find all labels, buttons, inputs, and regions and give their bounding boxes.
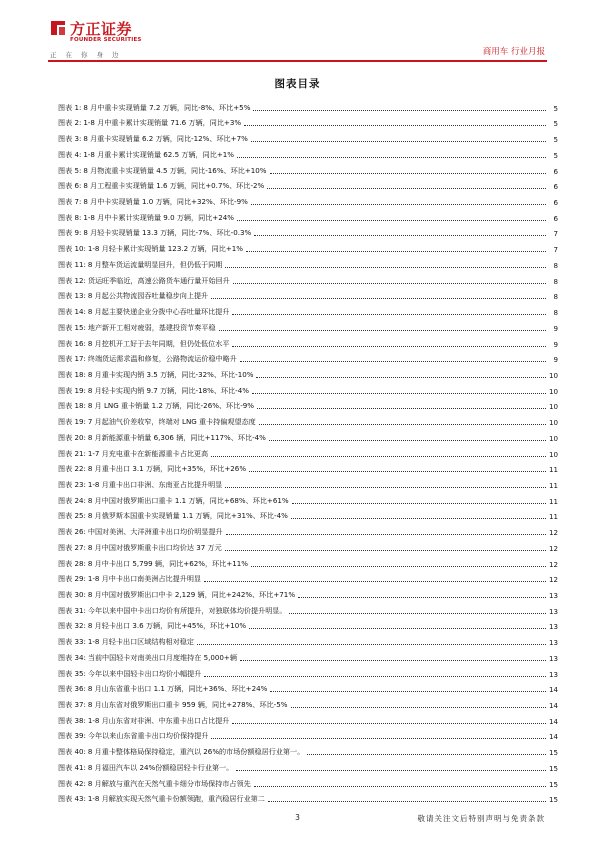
toc-entry-caption: 8 月轻卡实现销量 13.3 万辆，同比-7%、环比-0.3% — [83, 228, 252, 238]
toc-entry-caption: 今年以来中国轻卡出口均价小幅提升 — [87, 668, 202, 678]
toc-entry-page: 11 — [549, 512, 559, 522]
toc-dot-leader — [232, 346, 546, 347]
toc-entry-page: 6 — [553, 198, 558, 208]
toc-entry-page: 15 — [549, 795, 559, 805]
toc-entry-page: 14 — [549, 685, 559, 695]
toc-entry-caption: 当前中国轻卡对南美出口月度维持在 5,000+辆 — [87, 652, 237, 662]
toc-dot-leader — [291, 518, 546, 519]
toc-entry[interactable] — [58, 616, 558, 632]
table-of-figures — [58, 97, 558, 804]
toc-entry-page: 8 — [553, 308, 558, 318]
toc-entry-page: 12 — [549, 528, 559, 538]
toc-entry-page: 14 — [549, 716, 559, 726]
toc-entry-caption: 7 月起油气价差收窄，终端对 LNG 重卡持偏观望态度 — [87, 417, 256, 427]
toc-entry[interactable] — [58, 333, 558, 349]
toc-dot-leader — [236, 770, 546, 771]
toc-entry-page: 5 — [553, 150, 558, 160]
toc-dot-leader — [232, 723, 546, 724]
toc-entry-page: 11 — [549, 496, 559, 506]
toc-entry-page: 8 — [553, 260, 558, 270]
toc-entry-caption: 8 月山东省对俄罗斯出口重卡 959 辆，同比+278%、环比-5% — [87, 700, 288, 710]
toc-entry-page: 12 — [549, 559, 559, 569]
toc-entry[interactable] — [58, 710, 558, 726]
toc-dot-leader — [211, 456, 546, 457]
toc-entry-label: 图表 19: — [58, 385, 86, 395]
toc-entry-caption: 8 月轻卡出口 3.6 万辆，同比+45%，环比+10% — [87, 621, 247, 631]
toc-entry-caption: 1-8 月山东省对非洲、中东重卡出口占比提升 — [87, 715, 230, 725]
toc-entry-caption: 今年以来中国中卡出口均价有所提升，对独联体均价提升明显。 — [87, 605, 287, 615]
toc-title: 图表目录 — [274, 78, 321, 90]
toc-entry-caption: 1-8 月轻卡出口区域结构相对稳定 — [87, 637, 194, 647]
toc-entry-label: 图表 19: — [58, 417, 86, 427]
toc-entry-label: 图表 27: — [58, 542, 86, 552]
toc-entry[interactable] — [58, 160, 558, 176]
page-header — [0, 0, 595, 64]
toc-entry[interactable] — [58, 191, 558, 207]
toc-dot-leader — [254, 786, 546, 787]
toc-dot-leader — [240, 361, 546, 362]
toc-entry[interactable] — [58, 207, 558, 223]
toc-entry-page: 13 — [549, 638, 559, 648]
toc-entry-label: 图表 36: — [58, 684, 86, 694]
toc-entry-label: 图表 31: — [58, 605, 86, 615]
toc-entry[interactable] — [58, 286, 558, 302]
toc-dot-leader — [237, 157, 546, 158]
toc-entry-label: 图表 9: — [58, 228, 82, 238]
toc-entry-page: 11 — [549, 480, 559, 490]
toc-dot-leader — [270, 691, 546, 692]
toc-entry-label: 图表 2: — [58, 118, 82, 128]
toc-entry-caption: 8 月中卡出口 5,799 辆，同比+62%，环比+11% — [87, 558, 248, 568]
toc-entry[interactable] — [58, 349, 558, 365]
toc-entry-label: 图表 40: — [58, 747, 86, 757]
toc-entry-caption: 1-7 月充电重卡在新能源重卡占比更高 — [87, 448, 209, 458]
toc-entry-caption: 8 月中重卡实现销量 7.2 万辆，同比-8%、环比+5% — [83, 102, 251, 112]
toc-dot-leader — [249, 628, 546, 629]
toc-entry[interactable] — [58, 411, 558, 427]
toc-entry[interactable] — [58, 364, 558, 380]
toc-entry[interactable] — [58, 317, 558, 333]
toc-dot-leader — [246, 251, 546, 252]
toc-entry-page: 14 — [549, 701, 559, 711]
toc-entry[interactable] — [58, 569, 558, 585]
toc-entry[interactable] — [58, 773, 558, 789]
toc-entry[interactable] — [58, 506, 558, 522]
toc-entry-caption: 1-8 月轻卡累计实现销量 123.2 万辆，同比+1% — [87, 244, 244, 254]
toc-entry[interactable] — [58, 443, 558, 459]
toc-entry-label: 图表 41: — [58, 762, 86, 772]
toc-dot-leader — [252, 393, 546, 394]
toc-entry-page: 9 — [553, 355, 558, 365]
toc-entry-page: 5 — [553, 135, 558, 145]
toc-entry-label: 图表 30: — [58, 590, 86, 599]
toc-entry-label: 图表 4: — [58, 149, 82, 159]
toc-entry-page: 14 — [549, 732, 559, 742]
toc-dot-leader — [225, 550, 546, 551]
toc-entry-label: 图表 35: — [58, 668, 86, 678]
toc-dot-leader — [267, 188, 546, 189]
toc-entry-page: 15 — [549, 779, 559, 789]
toc-entry[interactable] — [58, 663, 558, 679]
toc-dot-leader — [289, 613, 546, 614]
toc-entry-label: 图表 20: — [58, 432, 86, 442]
toc-entry-caption: 8 月物流重卡实现销量 4.5 万辆，同比-16%、环比+10% — [83, 165, 267, 175]
toc-entry[interactable] — [58, 490, 558, 506]
toc-entry-label: 图表 17: — [58, 354, 86, 364]
toc-entry-caption: 8 月 LNG 重卡销量 1.2 万辆，同比-26%、环比-9% — [87, 401, 255, 411]
toc-entry-page: 5 — [553, 103, 558, 113]
toc-entry[interactable] — [58, 726, 558, 742]
page-number: 3 — [295, 813, 300, 822]
toc-entry-label: 图表 12: — [58, 275, 86, 285]
toc-dot-leader — [259, 424, 546, 425]
company-slogan: 正在你身边 — [50, 51, 128, 59]
toc-dot-leader — [268, 801, 546, 802]
toc-dot-leader — [204, 581, 546, 582]
toc-entry[interactable] — [58, 789, 558, 805]
toc-entry-label: 图表 3: — [58, 134, 82, 144]
toc-entry-caption: 8 月中国对俄罗斯重卡出口均价达 37 万元 — [87, 542, 222, 552]
toc-entry-caption: 中国对美洲、大洋洲重卡出口均价明显提升 — [87, 527, 223, 537]
toc-entry-page: 10 — [549, 449, 559, 459]
toc-entry-label: 图表 8: — [58, 212, 82, 222]
toc-dot-leader — [291, 707, 547, 708]
toc-dot-leader — [292, 503, 546, 504]
footer-disclaimer: 敬请关注文后特别声明与免责条款 — [417, 814, 545, 823]
toc-entry-caption: 1-8 月解放实现天然气重卡份额领跑，重汽稳居行业第二 — [87, 794, 265, 804]
toc-dot-leader — [197, 644, 546, 645]
toc-entry-label: 图表 24: — [58, 495, 86, 505]
toc-entry-page: 10 — [549, 386, 559, 396]
toc-dot-leader — [254, 235, 546, 236]
toc-entry-page: 10 — [549, 370, 559, 380]
toc-entry-caption: 货运旺季临近，高速公路货车通行量开始回升 — [87, 275, 230, 285]
toc-dot-leader — [269, 440, 546, 441]
toc-dot-leader — [211, 738, 546, 739]
toc-entry-label: 图表 21: — [58, 448, 86, 458]
toc-entry[interactable] — [58, 537, 558, 553]
toc-entry-caption: 1-8 月重卡累计实现销量 62.5 万辆，同比+1% — [83, 149, 235, 159]
toc-entry-page: 7 — [553, 229, 558, 239]
toc-entry-label: 图表 10: — [58, 244, 86, 254]
toc-entry-page: 13 — [549, 669, 559, 679]
toc-entry-caption: 8 月新能源重卡销量 6,306 辆，同比+117%、环比-4% — [87, 432, 266, 442]
toc-entry-label: 图表 23: — [58, 479, 86, 489]
toc-dot-leader — [251, 566, 546, 567]
toc-entry-page: 12 — [549, 575, 559, 585]
toc-dot-leader — [253, 110, 546, 111]
toc-entry-caption: 8 月轻卡实现内销 9.7 万辆，同比-18%、环比-4% — [87, 385, 249, 395]
toc-entry[interactable] — [58, 694, 558, 710]
toc-entry-label: 图表 7: — [58, 197, 82, 207]
toc-entry-label: 图表 43: — [58, 794, 86, 804]
toc-entry-caption: 8 月福田汽车以 24%份额稳居轻卡行业第一。 — [87, 762, 234, 772]
toc-entry-page: 9 — [553, 339, 558, 349]
toc-entry-caption: 1-8 月中卡累计实现销量 9.0 万辆，同比+24% — [83, 212, 235, 222]
toc-entry-label: 图表 5: — [58, 165, 82, 175]
toc-entry-page: 5 — [553, 119, 558, 129]
toc-entry-page: 10 — [549, 418, 559, 428]
toc-entry-page: 6 — [553, 213, 558, 223]
toc-entry-label: 图表 39: — [58, 731, 86, 741]
toc-entry-label: 图表 16: — [58, 338, 86, 348]
toc-dot-leader — [211, 298, 546, 299]
toc-entry[interactable] — [58, 600, 558, 616]
toc-entry-label: 图表 38: — [58, 715, 86, 725]
toc-dot-leader — [249, 471, 546, 472]
toc-entry-page: 13 — [549, 606, 559, 616]
toc-entry[interactable] — [58, 113, 558, 129]
toc-entry[interactable] — [58, 521, 558, 537]
toc-entry-page: 6 — [553, 166, 558, 176]
toc-entry-page: 9 — [553, 323, 558, 333]
toc-entry-caption: 8 月重卡整体格局保持稳定，重汽以 26%的市场份额稳居行业第一。 — [87, 747, 305, 757]
toc-entry[interactable] — [58, 631, 558, 647]
toc-entry-page: 15 — [549, 763, 559, 773]
toc-entry-caption: 终端货运需求温和修复，公路物流运价稳中略升 — [87, 354, 237, 364]
toc-entry-label: 图表 37: — [58, 700, 86, 710]
toc-entry-label: 图表 1: — [58, 102, 82, 112]
toc-dot-leader — [237, 220, 546, 221]
header-divider — [48, 60, 547, 62]
toc-entry[interactable] — [58, 238, 558, 254]
toc-entry-caption: 地产新开工相对疲弱，基建投资节奏平稳 — [87, 322, 216, 332]
toc-dot-leader — [240, 660, 546, 661]
toc-entry-caption: 8 月重卡实现内销 3.5 万辆，同比-32%、环比-10% — [87, 369, 254, 379]
toc-entry-page: 6 — [553, 182, 558, 192]
toc-entry-label: 图表 18: — [58, 401, 86, 411]
toc-dot-leader — [270, 173, 546, 174]
toc-entry-caption: 8 月中国对俄罗斯出口重卡 1.1 万辆，同比+68%、环比+61% — [87, 495, 289, 505]
toc-entry-caption: 8 月中国对俄罗斯出口中卡 2,129 辆，同比+242%、环比+71% — [87, 590, 296, 599]
toc-entry-caption: 1-8 月重卡出口非洲、东南亚占比提升明显 — [87, 479, 223, 489]
toc-entry-page: 10 — [549, 402, 559, 412]
toc-entry[interactable] — [58, 144, 558, 160]
toc-entry-label: 图表 13: — [58, 291, 86, 301]
toc-entry-label: 图表 18: — [58, 369, 86, 379]
toc-entry-label: 图表 28: — [58, 558, 86, 568]
toc-entry-caption: 8 月中卡实现销量 1.0 万辆，同比+32%、环比-9% — [83, 197, 248, 207]
toc-entry[interactable] — [58, 301, 558, 317]
toc-dot-leader — [233, 283, 546, 284]
toc-entry-label: 图表 14: — [58, 307, 86, 317]
toc-entry-page: 7 — [553, 245, 558, 255]
toc-dot-leader — [257, 408, 546, 409]
toc-entry[interactable] — [58, 757, 558, 773]
toc-dot-leader — [244, 125, 546, 126]
toc-entry-page: 15 — [549, 748, 559, 758]
toc-entry[interactable] — [58, 254, 558, 270]
logo-mark-icon — [48, 18, 68, 38]
toc-entry-page: 11 — [549, 465, 559, 475]
toc-entry-label: 图表 32: — [58, 621, 86, 631]
toc-dot-leader — [307, 754, 546, 755]
toc-entry-caption: 8 月山东省重卡出口 1.1 万辆，同比+36%、环比+24% — [87, 684, 268, 694]
toc-entry[interactable] — [58, 459, 558, 475]
toc-entry-label: 图表 33: — [58, 637, 86, 647]
toc-entry[interactable] — [58, 270, 558, 286]
toc-entry-label: 图表 26: — [58, 527, 86, 537]
toc-entry-caption: 8 月整车货运流量明显回升，但仍低于同期 — [87, 259, 223, 269]
toc-entry[interactable] — [58, 427, 558, 443]
toc-entry-label: 图表 6: — [58, 181, 82, 191]
toc-entry-label: 图表 29: — [58, 574, 86, 584]
toc-entry[interactable] — [58, 474, 558, 490]
toc-dot-leader — [225, 267, 546, 268]
toc-entry-caption: 8 月挖机开工好于去年同期，但仍处低位水平 — [87, 338, 230, 348]
toc-entry-caption: 1-8 月中重卡累计实现销量 71.6 万辆，同比+3% — [83, 118, 242, 128]
toc-entry-label: 图表 11: — [58, 259, 86, 269]
toc-entry-caption: 8 月重卡实现销量 6.2 万辆，同比-12%、环比+7% — [83, 134, 248, 144]
toc-entry[interactable] — [58, 584, 558, 600]
toc-dot-leader — [204, 676, 546, 677]
toc-entry-page: 13 — [549, 591, 559, 600]
toc-entry-caption: 8 月重卡出口 3.1 万辆，同比+35%，环比+26% — [87, 464, 247, 474]
toc-entry[interactable] — [58, 647, 558, 663]
toc-entry-caption: 8 月起主要快递企业分拨中心吞吐量环比提升 — [87, 307, 230, 317]
toc-entry-caption: 8 月俄罗斯本国重卡实现销量 1.1 万辆，同比+31%、环比-4% — [87, 511, 288, 521]
toc-entry[interactable] — [58, 223, 558, 239]
toc-entry-label: 图表 25: — [58, 511, 86, 521]
toc-entry-caption: 1-8 月中卡出口南美洲占比提升明显 — [87, 574, 202, 584]
toc-entry[interactable] — [58, 396, 558, 412]
toc-dot-leader — [251, 141, 546, 142]
toc-entry-caption: 8 月工程重卡实现销量 1.6 万辆，同比+0.7%、环比-2% — [83, 181, 265, 191]
toc-entry-page: 10 — [549, 433, 559, 443]
toc-entry-page: 8 — [553, 276, 558, 286]
toc-entry[interactable] — [58, 380, 558, 396]
report-category: 商用车 行业月报 — [482, 47, 545, 57]
toc-dot-leader — [232, 314, 546, 315]
toc-dot-leader — [256, 377, 546, 378]
toc-dot-leader — [219, 330, 546, 331]
toc-entry[interactable] — [58, 553, 558, 569]
toc-dot-leader — [251, 204, 546, 205]
toc-entry[interactable] — [58, 679, 558, 695]
toc-dot-leader — [298, 597, 546, 598]
toc-entry[interactable] — [58, 128, 558, 144]
toc-entry[interactable] — [58, 741, 558, 757]
toc-entry-label: 图表 34: — [58, 652, 86, 662]
toc-entry-label: 图表 22: — [58, 464, 86, 474]
toc-dot-leader — [225, 487, 546, 488]
toc-entry-label: 图表 15: — [58, 322, 86, 332]
toc-entry-caption: 8 月起公共物流园吞吐量稳步向上提升 — [87, 291, 209, 301]
toc-entry-page: 13 — [549, 653, 559, 663]
toc-entry-page: 13 — [549, 622, 559, 632]
toc-entry[interactable] — [58, 176, 558, 192]
toc-entry-page: 12 — [549, 543, 559, 553]
toc-entry-caption: 今年以来山东省重卡出口均价保持提升 — [87, 731, 209, 741]
toc-entry-label: 图表 42: — [58, 778, 86, 788]
toc-entry[interactable] — [58, 97, 558, 113]
toc-entry-page: 8 — [553, 292, 558, 302]
toc-entry-caption: 8 月解放与重汽在天然气重卡细分市场保持市占领先 — [87, 778, 251, 788]
logo-chinese-name: 方正证券 — [70, 20, 133, 38]
logo-english-name: FOUNDER SECURITIES — [70, 37, 142, 43]
toc-dot-leader — [226, 534, 546, 535]
